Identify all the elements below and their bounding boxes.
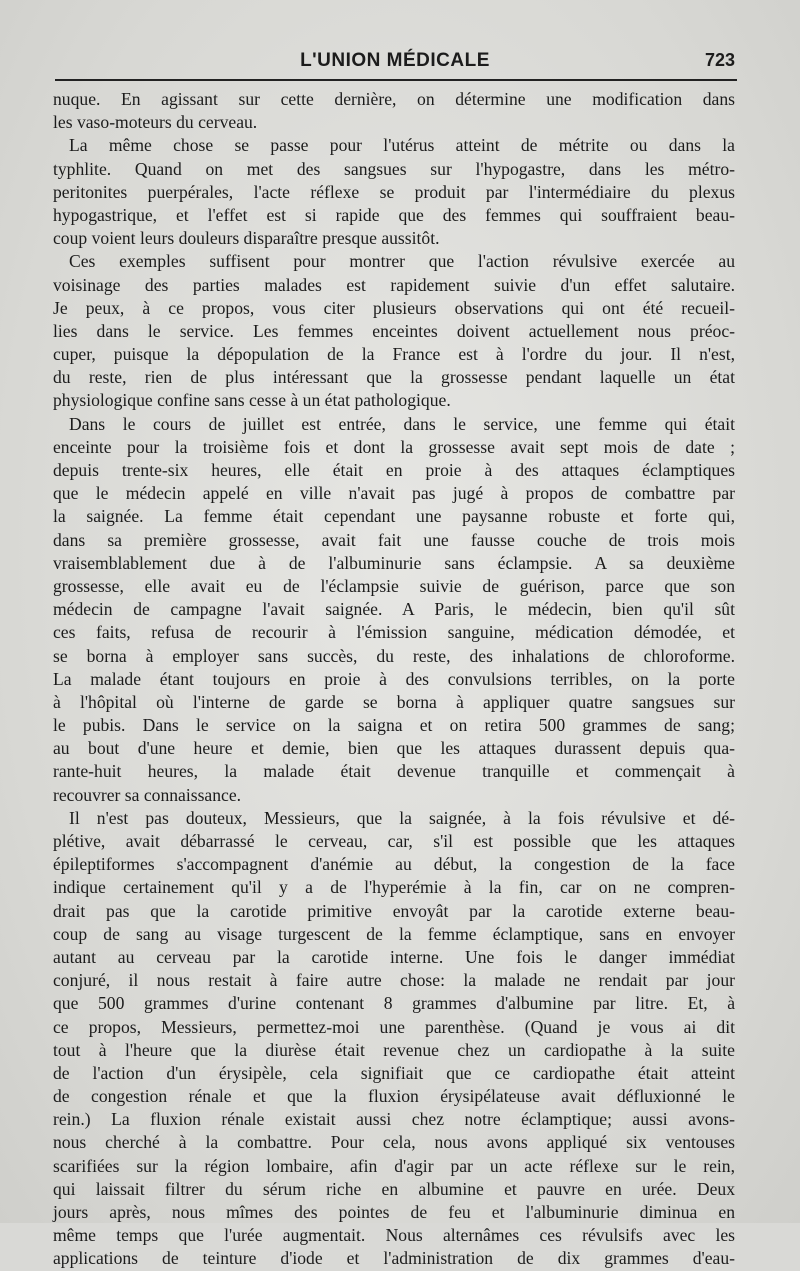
text-line: qui laissait filtrer du sérum riche en albumine et pauvre en urée. Deux xyxy=(53,1178,735,1199)
text-line: la saignée. La femme était cependant une paysanne robuste et forte qui, xyxy=(53,506,735,527)
text-line: médecin de campagne l'avait saignée. A Paris, le médecin, bien qu'il sût xyxy=(53,599,735,620)
page-number: 723 xyxy=(704,50,735,70)
text-line: que 500 grammes d'urine contenant 8 grammes d'albumine par litre. Et, à xyxy=(53,993,735,1014)
text-line: ce propos, Messieurs, permettez-moi une parenthèse. (Quand je vous ai dit xyxy=(53,1016,735,1037)
text-line: tout à l'heure que la diurèse était revenue chez un cardiopathe à la suite xyxy=(53,1039,735,1060)
text-line: lies dans le service. Les femmes enceintes doivent actuellement nous préoc- xyxy=(53,320,735,341)
text-line: La même chose se passe pour l'utérus atteint de métrite ou dans la xyxy=(69,135,735,156)
text-line: Dans le cours de juillet est entrée, dans le service, une femme qui était xyxy=(69,413,735,434)
text-line: physiologique confine sans cesse à un état pathologique. xyxy=(53,390,451,411)
text-line: hypogastrique, et l'effet est si rapide que des femmes qui souffraient beau- xyxy=(53,204,735,225)
text-line: Ces exemples suffisent pour montrer que l'action révulsive exercée au xyxy=(69,251,735,272)
running-head xyxy=(55,50,735,74)
text-line: nous cherché à la combattre. Pour cela, nous avons appliqué six ventouses xyxy=(53,1132,735,1153)
text-line: recouvrer sa connaissance. xyxy=(53,784,242,805)
text-line: de congestion rénale et que la fluxion érysipélateuse avait défluxionné le xyxy=(53,1086,735,1107)
text-line: plétive, avait débarrassé le cerveau, car, s'il est possible que les attaques xyxy=(53,831,735,851)
text-line: coup voient leurs douleurs disparaître presque aussitôt. xyxy=(53,228,440,249)
text-line: autant au cerveau par la carotide interne. Une fois le danger immédiat xyxy=(53,946,735,967)
text-line: au bout d'une heure et demie, bien que les attaques durassent depuis qua- xyxy=(53,738,735,759)
text-line: Je peux, à ce propos, vous citer plusieurs observations qui ont été recueil- xyxy=(53,297,735,318)
text-line: du reste, rien de plus intéressant que la grossesse pendant laquelle un état xyxy=(53,367,735,388)
text-line: La malade étant toujours en proie à des convulsions terribles, on la porte xyxy=(53,668,735,689)
text-line: même temps que l'urée augmentait. Nous alternâmes ces révulsifs avec les xyxy=(53,1225,735,1246)
text-line: vraisemblablement due à de l'albuminurie sans éclampsie. A sa deuxième xyxy=(53,552,735,573)
text-line: coup de sang au visage turgescent de la femme éclamptique, sans en envoyer xyxy=(53,923,735,944)
text-line: nuque. En agissant sur cette dernière, on détermine une modification dans xyxy=(53,89,735,109)
text-line: que le médecin appelé en ville n'avait pas jugé à propos de combattre par xyxy=(53,483,735,504)
text-line: les vaso-moteurs du cerveau. xyxy=(53,112,258,133)
text-line: voisinage des parties malades est rapidement suivie d'un effet salutaire. xyxy=(53,274,735,295)
text-line: scarifiées sur la région lombaire, afin d'agir par un acte réflexe sur le rein, xyxy=(53,1155,735,1176)
text-line: conjuré, il nous restait à faire autre chose: la malade ne rendait par jour xyxy=(53,970,735,991)
text-line: épileptiformes s'accompagnent d'anémie au début, la congestion de la face xyxy=(53,854,735,875)
text-line: enceinte pour la troisième fois et dont la grossesse avait sept mois de date ; xyxy=(53,436,735,457)
text-line: indique certainement qu'il y a de l'hyperémie à la fin, car on ne compren- xyxy=(53,877,735,898)
text-line: cuper, puisque la dépopulation de la France est à l'ordre du jour. Il n'est, xyxy=(53,344,735,365)
text-line: applications de teinture d'iode et l'administration de dix grammes d'eau- xyxy=(53,1248,735,1269)
text-line: de l'action d'un érysipèle, cela signifiait que ce cardiopathe était atteint xyxy=(53,1062,735,1083)
text-line: à l'hôpital où l'interne de garde se borna à appliquer quatre sangsues sur xyxy=(53,691,735,712)
header-rule xyxy=(55,79,737,81)
text-line: drait pas que la carotide primitive envoyât par la carotide externe beau- xyxy=(53,900,735,921)
text-line: ces faits, refusa de recourir à l'émission sanguine, médication démodée, et xyxy=(53,622,735,643)
text-line: le pubis. Dans le service on la saigna et on retira 500 grammes de sang; xyxy=(53,715,735,736)
text-line: typhlite. Quand on met des sangsues sur l'hypogastre, dans les métro- xyxy=(53,158,735,179)
text-line: peritonites puerpérales, l'acte réflexe se produit par l'intermédiaire du plexus xyxy=(53,181,735,202)
text-line: grossesse, elle avait eu de l'éclampsie suivie de guérison, parce que son xyxy=(53,575,735,596)
text-line: rante-huit heures, la malade était devenue tranquille et commençait à xyxy=(53,761,735,782)
text-line: Il n'est pas douteux, Messieurs, que la saignée, à la fois révulsive et dé- xyxy=(69,807,735,828)
body-text xyxy=(53,88,735,1271)
text-line: depuis trente-six heures, elle était en proie à des attaques éclamptiques xyxy=(53,460,735,480)
journal-title: L'UNION MÉDICALE xyxy=(300,50,490,71)
text-line: jours après, nous mîmes des pointes de feu et l'albuminurie diminua en xyxy=(53,1202,735,1222)
text-line: dans sa première grossesse, avait fait une fausse couche de trois mois xyxy=(53,529,735,550)
text-line: rein.) La fluxion rénale existait aussi chez notre éclamptique; aussi avons- xyxy=(53,1109,735,1130)
text-line: se borna à employer sans succès, du reste, des inhalations de chloroforme. xyxy=(53,645,735,666)
